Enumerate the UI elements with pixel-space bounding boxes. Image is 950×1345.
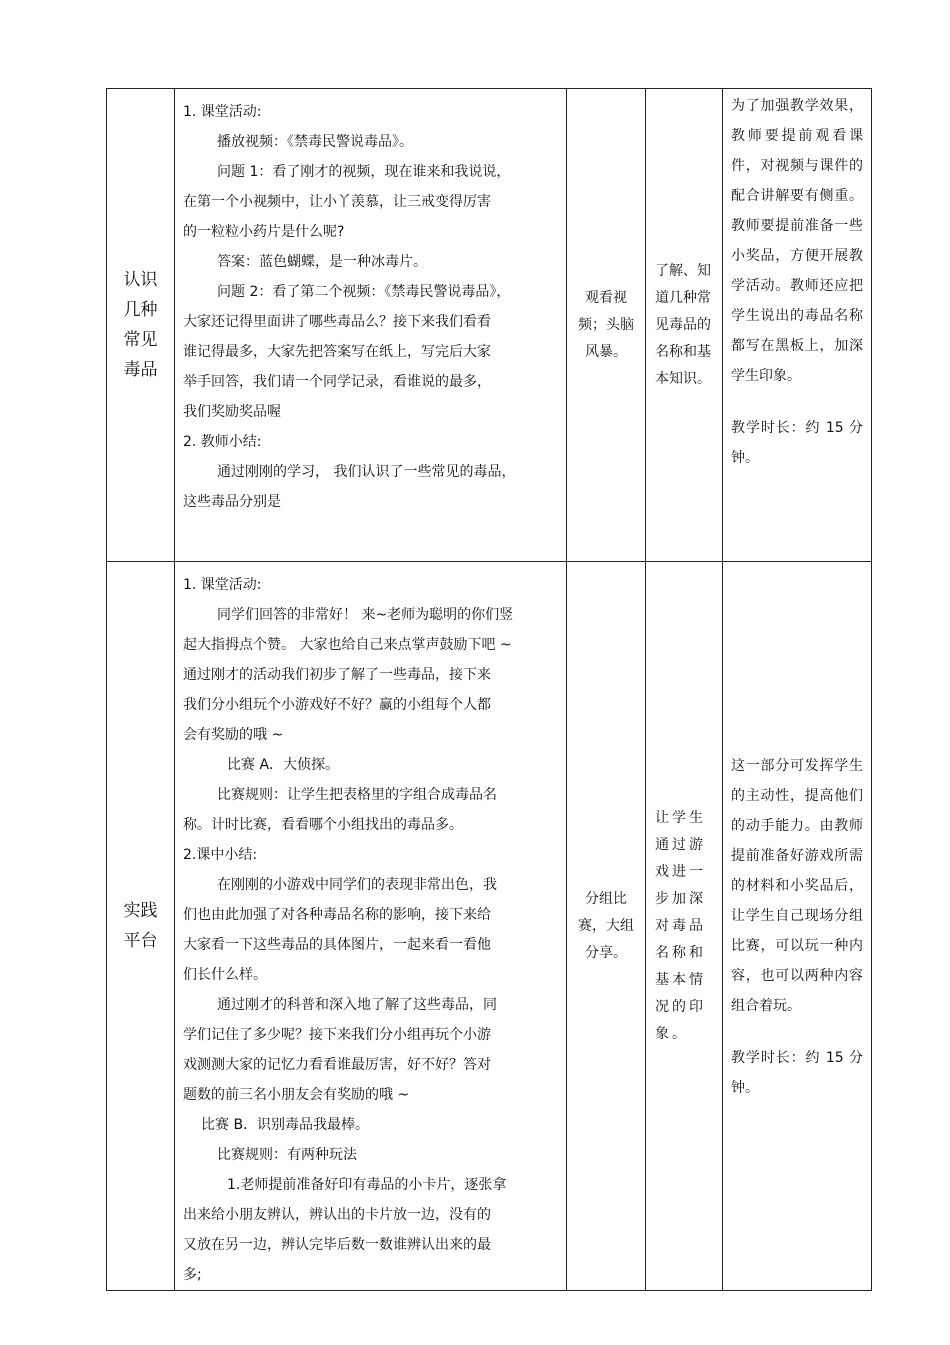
content-text xyxy=(175,89,566,517)
note-paragraph: 为了加强教学效果，教师要提前观看课件，对视频与课件的配合讲解要有侧重。教师要提前准备一些小奖品，方便开展教学活动。教师还应把学生说出的毒品名称都写在黑板上，加深学生印象。 xyxy=(731,98,863,384)
content-line: 大家看一下这些毒品的具体图片，一起来看一看他 xyxy=(183,937,491,953)
goal-cell: 让学生通过游戏进一步加深对毒品名称和基本情况的印象。 xyxy=(646,562,723,1291)
row-label-cell xyxy=(107,562,175,1291)
table-row xyxy=(107,89,872,562)
content-line: 题数的前三名小朋友会有奖励的哦 ~ xyxy=(183,1087,410,1103)
content-line: 1. 课堂活动: xyxy=(183,577,262,593)
row-label-cell xyxy=(107,89,175,562)
content-line: 答案：蓝色蝴蝶，是一种冰毒片。 xyxy=(217,254,427,270)
content-line: 在第一个小视频中，让小丫羡慕，让三戒变得厉害 xyxy=(183,194,491,210)
content-line: 播放视频：《禁毒民警说毒品》。 xyxy=(217,134,413,150)
note-cell xyxy=(723,89,872,562)
row-label: 实践平台 xyxy=(123,901,158,951)
duration-text: 教学时长：约 15 分钟。 xyxy=(731,420,863,466)
duration-text: 教学时长：约 15 分钟。 xyxy=(731,1050,863,1096)
content-text xyxy=(175,562,566,1290)
activity-cell: 观看视频；头脑风暴。 xyxy=(567,89,646,562)
content-line: 学们记住了多少呢？接下来我们分小组再玩个小游 xyxy=(183,1027,491,1043)
content-cell xyxy=(175,89,567,562)
content-line: 比赛规则：有两种玩法 xyxy=(217,1147,357,1163)
content-line: 又放在另一边，辨认完毕后数一数谁辨认出来的最 xyxy=(183,1237,491,1253)
content-line: 大家还记得里面讲了哪些毒品么？接下来我们看看 xyxy=(183,314,491,330)
content-line: 的一粒粒小药片是什么呢? xyxy=(183,224,345,240)
content-line: 起大指拇点个赞。 大家也给自己来点掌声鼓励下吧 ~ xyxy=(183,637,512,653)
content-line: 我们奖励奖品喔 xyxy=(183,404,281,420)
content-line: 我们分小组玩个小游戏好不好？赢的小组每个人都 xyxy=(183,697,491,713)
content-line: 在刚刚的小游戏中同学们的表现非常出色，我 xyxy=(217,877,497,893)
content-line: 问题 1：看了刚才的视频，现在谁来和我说说， xyxy=(217,164,511,180)
content-line: 们也由此加强了对各种毒品名称的影响，接下来给 xyxy=(183,907,491,923)
content-line: 问题 2：看了第二个视频：《禁毒民警说毒品》， xyxy=(217,284,511,300)
note-text xyxy=(723,89,871,473)
content-line: 1.老师提前准备好印有毒品的小卡片，逐张拿 xyxy=(227,1177,507,1193)
content-line: 通过刚才的活动我们初步了解了一些毒品，接下来 xyxy=(183,667,491,683)
content-line: 举手回答，我们请一个同学记录，看谁说的最多， xyxy=(183,374,491,390)
content-line: 通过刚刚的学习， 我们认识了一些常见的毒品， xyxy=(217,464,516,480)
content-line: 称。计时比赛，看看哪个小组找出的毒品多。 xyxy=(183,817,463,833)
note-cell xyxy=(723,562,872,1291)
note-paragraph: 这一部分可发挥学生的主动性，提高他们的动手能力。由教师提前准备好游戏所需的材料和小奖品后，让学生自己现场分组比赛，可以玩一种内容，也可以两种内容组合着玩。 xyxy=(731,758,863,1014)
activity-cell: 分组比赛，大组分享。 xyxy=(567,562,646,1291)
content-line: 们长什么样。 xyxy=(183,967,267,983)
content-line: 同学们回答的非常好！ 来~老师为聪明的你们竖 xyxy=(217,607,514,623)
content-line: 多; xyxy=(183,1267,202,1283)
content-line: 比赛 A．大侦探。 xyxy=(227,757,340,773)
content-line: 谁记得最多，大家先把答案写在纸上，写完后大家 xyxy=(183,344,491,360)
content-line: 通过刚才的科普和深入地了解了这些毒品，同 xyxy=(217,997,497,1013)
table-row xyxy=(107,562,872,1291)
content-line: 2.课中小结: xyxy=(183,847,258,863)
content-cell xyxy=(175,562,567,1291)
note-text xyxy=(723,749,871,1103)
content-line: 会有奖励的哦 ~ xyxy=(183,727,284,743)
content-line: 戏测测大家的记忆力看看谁最厉害，好不好？答对 xyxy=(183,1057,491,1073)
content-line: 这些毒品分别是 xyxy=(183,494,281,510)
row-label: 认识几种常见毒品 xyxy=(123,270,158,380)
content-line: 2. 教师小结: xyxy=(183,434,262,450)
content-line: 比赛 B．识别毒品我最棒。 xyxy=(201,1117,370,1133)
content-line: 出来给小朋友辨认，辨认出的卡片放一边，没有的 xyxy=(183,1207,491,1223)
goal-cell: 了解、知道几种常见毒品的名称和基本知识。 xyxy=(646,89,723,562)
lesson-plan-table xyxy=(106,88,872,1291)
content-line: 1. 课堂活动: xyxy=(183,104,262,120)
content-line: 比赛规则：让学生把表格里的字组合成毒品名 xyxy=(217,787,497,803)
